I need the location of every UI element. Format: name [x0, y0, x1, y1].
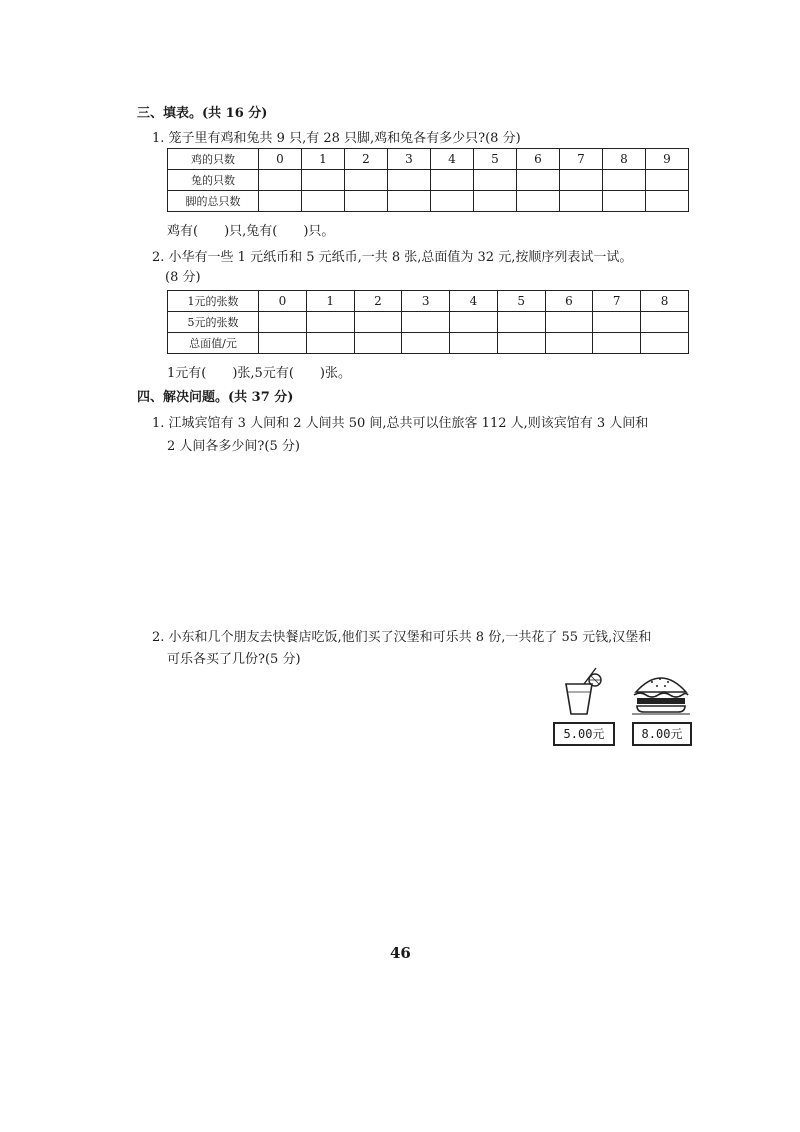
table-cell: 8 [641, 291, 689, 312]
table-cell: 6 [545, 291, 593, 312]
section4-title: 四、解决问题。(共 37 分) [137, 390, 294, 405]
section3-q2-answer: 1元有( )张,5元有( )张。 [167, 366, 351, 381]
table-cell: 0 [259, 149, 302, 170]
table-cell: 8 [603, 149, 646, 170]
row-label: 兔的只数 [168, 170, 259, 191]
section3-q1-answer: 鸡有( )只,兔有( )只。 [167, 224, 335, 239]
section4-q1-line1: 1. 江城宾馆有 3 人间和 2 人间共 50 间,总共可以住旅客 112 人,则该宾馆有 3 人间和 [152, 416, 649, 431]
table-cell: 3 [402, 291, 450, 312]
table-cell: 2 [354, 291, 402, 312]
table-cell: 2 [345, 149, 388, 170]
table-cell: 4 [431, 149, 474, 170]
table-cell: 1 [302, 149, 345, 170]
burger-price-tag: 8.00元 [632, 722, 692, 746]
table-cell: 7 [560, 149, 603, 170]
table-cell: 6 [517, 149, 560, 170]
chicken-rabbit-table [167, 148, 689, 212]
row-label: 脚的总只数 [168, 191, 259, 212]
section4-q1-line2: 2 人间各多少间?(5 分) [167, 439, 300, 454]
table-cell: 9 [646, 149, 689, 170]
table-cell: 7 [593, 291, 641, 312]
table-cell: 5 [497, 291, 545, 312]
section3-title: 三、填表。(共 16 分) [137, 106, 268, 121]
row-label: 1元的张数 [168, 291, 259, 312]
page-number: 46 [390, 944, 411, 962]
table-cell: 4 [450, 291, 498, 312]
cola-price-tag: 5.00元 [553, 722, 615, 746]
table-cell: 0 [259, 291, 307, 312]
row-label: 鸡的只数 [168, 149, 259, 170]
banknote-table [167, 290, 689, 354]
row-label: 总面值/元 [168, 333, 259, 354]
section3-q2-points: (8 分) [165, 270, 201, 285]
section3-q1-text: 1. 笼子里有鸡和兔共 9 只,有 28 只脚,鸡和兔各有多少只?(8 分) [152, 131, 521, 146]
table-cell: 3 [388, 149, 431, 170]
section4-q2-line1: 2. 小东和几个朋友去快餐店吃饭,他们买了汉堡和可乐共 8 份,一共花了 55 元钱,汉堡和 [152, 630, 652, 645]
hamburger-icon [630, 670, 692, 716]
section4-q2-line2: 可乐各买了几份?(5 分) [167, 652, 301, 667]
table-cell: 5 [474, 149, 517, 170]
section3-q2-text: 2. 小华有一些 1 元纸币和 5 元纸币,一共 8 张,总面值为 32 元,按顺序列表试一试。 [152, 250, 633, 265]
cola-cup-icon [556, 666, 608, 718]
row-label: 5元的张数 [168, 312, 259, 333]
table-cell: 1 [306, 291, 354, 312]
